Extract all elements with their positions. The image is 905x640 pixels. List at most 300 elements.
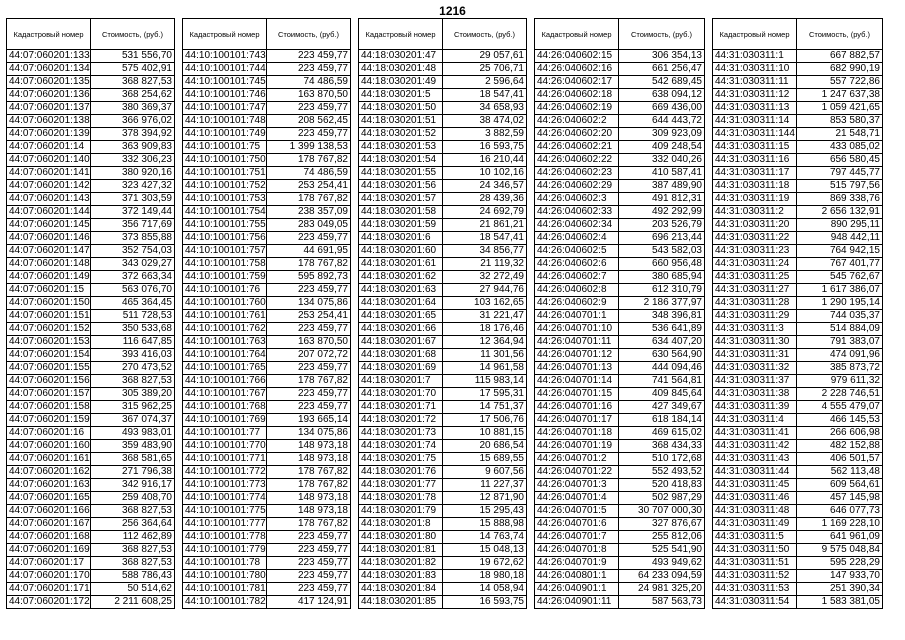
table-row [535, 167, 705, 180]
cadastral-number-cell: 44:07:060201:169 [7, 544, 91, 557]
table-row [713, 583, 883, 596]
table-row [535, 180, 705, 193]
cost-cell: 30 707 000,30 [619, 505, 705, 518]
cadastral-number-cell: 44:18:030201:63 [359, 284, 443, 297]
cost-cell: 31 221,47 [443, 310, 527, 323]
table-row [535, 219, 705, 232]
table-row [535, 115, 705, 128]
cost-cell: 16 593,75 [443, 141, 527, 154]
cadastral-number-cell: 44:31:030311:38 [713, 388, 797, 401]
cadastral-number-cell: 44:10:100101:753 [183, 193, 267, 206]
table-row [183, 219, 351, 232]
table-row [183, 63, 351, 76]
cadastral-number-cell: 44:07:060201:136 [7, 89, 91, 102]
cost-cell: 223 459,77 [267, 570, 351, 583]
cost-cell: 520 418,83 [619, 479, 705, 492]
table-row [535, 492, 705, 505]
table-row [183, 505, 351, 518]
table-row [183, 115, 351, 128]
cost-cell: 223 459,77 [267, 531, 351, 544]
cadastral-number-cell: 44:26:040602:23 [535, 167, 619, 180]
cost-cell: 34 856,77 [443, 245, 527, 258]
cadastral-number-cell: 44:18:030201:85 [359, 596, 443, 609]
cadastral-number-cell: 44:18:030201:64 [359, 297, 443, 310]
table-row [359, 167, 527, 180]
cost-cell: 634 407,20 [619, 336, 705, 349]
cost-cell: 134 075,86 [267, 427, 351, 440]
table-row [7, 63, 175, 76]
cadastral-number-cell: 44:31:030311:32 [713, 362, 797, 375]
cadastral-number-cell: 44:10:100101:760 [183, 297, 267, 310]
cadastral-number-cell: 44:26:040701:7 [535, 531, 619, 544]
cost-cell: 1 169 228,10 [797, 518, 883, 531]
table-row [359, 544, 527, 557]
cadastral-number-cell: 44:31:030311:43 [713, 453, 797, 466]
table-row [713, 401, 883, 414]
cadastral-number-cell: 44:18:030201:69 [359, 362, 443, 375]
cadastral-number-cell: 44:26:040602:5 [535, 245, 619, 258]
table-row [535, 375, 705, 388]
cadastral-number-cell: 44:18:030201:6 [359, 232, 443, 245]
cadastral-number-cell: 44:10:100101:750 [183, 154, 267, 167]
table-row [7, 258, 175, 271]
cost-cell: 148 973,18 [267, 453, 351, 466]
table-row [359, 154, 527, 167]
cost-cell: 492 292,99 [619, 206, 705, 219]
cost-cell: 1 059 421,65 [797, 102, 883, 115]
cost-cell: 380 920,16 [91, 167, 175, 180]
cost-cell: 15 888,98 [443, 518, 527, 531]
cost-cell: 3 882,59 [443, 128, 527, 141]
cost-cell: 28 439,36 [443, 193, 527, 206]
cost-cell: 557 722,86 [797, 76, 883, 89]
table-row [713, 180, 883, 193]
cadastral-number-cell: 44:31:030311:31 [713, 349, 797, 362]
cadastral-number-cell: 44:31:030311:52 [713, 570, 797, 583]
table-row [359, 284, 527, 297]
cadastral-number-cell: 44:26:040701:22 [535, 466, 619, 479]
cadastral-number-cell: 44:10:100101:745 [183, 76, 267, 89]
table-row [535, 466, 705, 479]
cost-cell: 618 184,14 [619, 414, 705, 427]
cost-cell: 646 077,73 [797, 505, 883, 518]
table-row [713, 284, 883, 297]
cadastral-number-cell: 44:26:040701:2 [535, 453, 619, 466]
table-row [359, 518, 527, 531]
cost-cell: 16 593,75 [443, 596, 527, 609]
table-row [183, 154, 351, 167]
table-row [183, 336, 351, 349]
cost-cell: 223 459,77 [267, 323, 351, 336]
cadastral-number-cell: 44:31:030311:15 [713, 141, 797, 154]
cost-cell: 148 973,18 [267, 492, 351, 505]
cost-cell: 510 172,68 [619, 453, 705, 466]
table-row [359, 583, 527, 596]
table-row [359, 50, 527, 63]
table-row [7, 596, 175, 609]
table-row [359, 531, 527, 544]
cadastral-number-cell: 44:18:030201:74 [359, 440, 443, 453]
cost-cell: 21 861,21 [443, 219, 527, 232]
cost-cell: 682 990,19 [797, 63, 883, 76]
cost-cell: 380 369,37 [91, 102, 175, 115]
cadastral-number-cell: 44:18:030201:72 [359, 414, 443, 427]
table-row [535, 323, 705, 336]
cost-cell: 1 617 386,07 [797, 284, 883, 297]
table-row [535, 401, 705, 414]
table-row [7, 167, 175, 180]
cadastral-number-cell: 44:31:030311:14 [713, 115, 797, 128]
cost-cell: 256 364,64 [91, 518, 175, 531]
cadastral-number-cell: 44:18:030201:47 [359, 50, 443, 63]
cost-cell: 368 434,33 [619, 440, 705, 453]
table-row [535, 427, 705, 440]
cost-cell: 327 876,67 [619, 518, 705, 531]
cost-cell: 373 855,88 [91, 232, 175, 245]
cost-cell: 18 980,18 [443, 570, 527, 583]
cadastral-table-2 [182, 18, 351, 609]
table-row [359, 349, 527, 362]
table-row [359, 63, 527, 76]
cost-cell: 343 029,27 [91, 258, 175, 271]
cost-cell: 380 685,94 [619, 271, 705, 284]
cost-cell: 543 582,03 [619, 245, 705, 258]
cadastral-number-cell: 44:26:040901:1 [535, 583, 619, 596]
cadastral-number-cell: 44:07:060201:142 [7, 180, 91, 193]
table-row [535, 388, 705, 401]
cadastral-number-cell: 44:07:060201:149 [7, 271, 91, 284]
table-row [535, 596, 705, 609]
table-row [183, 440, 351, 453]
cadastral-number-cell: 44:10:100101:770 [183, 440, 267, 453]
cost-cell: 433 085,02 [797, 141, 883, 154]
table-row [713, 154, 883, 167]
cost-cell: 409 845,64 [619, 388, 705, 401]
cost-cell: 18 547,41 [443, 89, 527, 102]
cadastral-number-cell: 44:10:100101:768 [183, 401, 267, 414]
cadastral-number-cell: 44:18:030201:56 [359, 180, 443, 193]
table-row [713, 232, 883, 245]
table-row [713, 258, 883, 271]
table-row [183, 479, 351, 492]
cost-cell: 2 656 132,91 [797, 206, 883, 219]
cost-cell: 305 389,20 [91, 388, 175, 401]
table-row [535, 63, 705, 76]
table-row [359, 245, 527, 258]
table-row [7, 388, 175, 401]
cost-cell: 163 870,50 [267, 336, 351, 349]
table-row [7, 362, 175, 375]
cadastral-number-cell: 44:07:060201:160 [7, 440, 91, 453]
cadastral-number-cell: 44:18:030201:67 [359, 336, 443, 349]
cadastral-number-cell: 44:07:060201:146 [7, 232, 91, 245]
cadastral-number-cell: 44:26:040701:14 [535, 375, 619, 388]
cost-cell: 667 882,57 [797, 50, 883, 63]
table-row [713, 50, 883, 63]
table-row [535, 544, 705, 557]
cadastral-number-cell: 44:07:060201:162 [7, 466, 91, 479]
header-cadastral-number: Кадастровый номер [713, 19, 797, 50]
cost-cell: 44 691,95 [267, 245, 351, 258]
cost-cell: 536 641,89 [619, 323, 705, 336]
table-row [7, 544, 175, 557]
table-row [359, 492, 527, 505]
cadastral-number-cell: 44:07:060201:135 [7, 76, 91, 89]
cadastral-number-cell: 44:10:100101:757 [183, 245, 267, 258]
cost-cell: 2 186 377,97 [619, 297, 705, 310]
cost-cell: 393 416,03 [91, 349, 175, 362]
table-row [7, 245, 175, 258]
table-row [7, 232, 175, 245]
table-row [7, 479, 175, 492]
cadastral-number-cell: 44:07:060201:16 [7, 427, 91, 440]
cadastral-number-cell: 44:07:060201:152 [7, 323, 91, 336]
cadastral-number-cell: 44:31:030311:39 [713, 401, 797, 414]
table-row [535, 570, 705, 583]
cost-cell: 406 501,57 [797, 453, 883, 466]
cost-cell: 356 717,69 [91, 219, 175, 232]
cadastral-number-cell: 44:07:060201:138 [7, 115, 91, 128]
table-row [713, 388, 883, 401]
table-row [183, 323, 351, 336]
table-row [535, 297, 705, 310]
cadastral-number-cell: 44:07:060201:157 [7, 388, 91, 401]
cost-cell: 641 961,09 [797, 531, 883, 544]
table-row [7, 466, 175, 479]
cost-cell: 493 983,01 [91, 427, 175, 440]
cost-cell: 767 401,77 [797, 258, 883, 271]
cost-cell: 178 767,82 [267, 258, 351, 271]
cadastral-number-cell: 44:31:030311:46 [713, 492, 797, 505]
cost-cell: 363 909,83 [91, 141, 175, 154]
table-row [7, 375, 175, 388]
table-row [713, 167, 883, 180]
cost-cell: 367 074,37 [91, 414, 175, 427]
table-row [713, 102, 883, 115]
table-row [359, 310, 527, 323]
cost-cell: 134 075,86 [267, 297, 351, 310]
cost-cell: 18 176,46 [443, 323, 527, 336]
table-row [713, 596, 883, 609]
table-row [183, 167, 351, 180]
cost-cell: 890 295,11 [797, 219, 883, 232]
table-row [535, 414, 705, 427]
cost-cell: 14 961,58 [443, 362, 527, 375]
table-row [183, 180, 351, 193]
cadastral-number-cell: 44:26:040602:19 [535, 102, 619, 115]
table-row [183, 388, 351, 401]
table-row [535, 102, 705, 115]
cadastral-number-cell: 44:10:100101:763 [183, 336, 267, 349]
cadastral-number-cell: 44:18:030201:52 [359, 128, 443, 141]
cadastral-number-cell: 44:31:030311:44 [713, 466, 797, 479]
cost-cell: 148 973,18 [267, 440, 351, 453]
cost-cell: 696 213,44 [619, 232, 705, 245]
cadastral-number-cell: 44:10:100101:775 [183, 505, 267, 518]
cost-cell: 223 459,77 [267, 362, 351, 375]
cost-cell: 223 459,77 [267, 557, 351, 570]
cost-cell: 27 944,76 [443, 284, 527, 297]
cost-cell: 2 596,64 [443, 76, 527, 89]
cadastral-number-cell: 44:26:040701:16 [535, 401, 619, 414]
cadastral-number-cell: 44:18:030201:49 [359, 76, 443, 89]
cadastral-number-cell: 44:18:030201:5 [359, 89, 443, 102]
table-row [713, 414, 883, 427]
cadastral-number-cell: 44:07:060201:141 [7, 167, 91, 180]
cadastral-number-cell: 44:31:030311:54 [713, 596, 797, 609]
table-row [535, 89, 705, 102]
table-row [359, 232, 527, 245]
cadastral-number-cell: 44:10:100101:769 [183, 414, 267, 427]
table-row [713, 466, 883, 479]
cadastral-number-cell: 44:10:100101:744 [183, 63, 267, 76]
cost-cell: 17 595,31 [443, 388, 527, 401]
table-row [713, 349, 883, 362]
cadastral-number-cell: 44:31:030311:37 [713, 375, 797, 388]
cadastral-number-cell: 44:26:040701:5 [535, 505, 619, 518]
cost-cell: 764 942,15 [797, 245, 883, 258]
cadastral-number-cell: 44:10:100101:782 [183, 596, 267, 609]
table-row [7, 154, 175, 167]
cadastral-number-cell: 44:18:030201:7 [359, 375, 443, 388]
cadastral-number-cell: 44:07:060201:159 [7, 414, 91, 427]
header-cadastral-number: Кадастровый номер [7, 19, 91, 50]
cost-cell: 595 228,29 [797, 557, 883, 570]
cadastral-number-cell: 44:26:040701:19 [535, 440, 619, 453]
cost-cell: 466 145,53 [797, 414, 883, 427]
cadastral-number-cell: 44:26:040701:9 [535, 557, 619, 570]
table-row [713, 492, 883, 505]
table-row [7, 518, 175, 531]
cadastral-number-cell: 44:10:100101:756 [183, 232, 267, 245]
table-row [359, 557, 527, 570]
table-row [7, 440, 175, 453]
table-row [183, 544, 351, 557]
table-row [7, 557, 175, 570]
table-row [359, 180, 527, 193]
cadastral-number-cell: 44:18:030201:53 [359, 141, 443, 154]
table-row [359, 505, 527, 518]
cadastral-number-cell: 44:31:030311:28 [713, 297, 797, 310]
cost-cell: 20 686,54 [443, 440, 527, 453]
table-row [713, 505, 883, 518]
cadastral-number-cell: 44:07:060201:170 [7, 570, 91, 583]
cadastral-number-cell: 44:10:100101:774 [183, 492, 267, 505]
table-row [7, 297, 175, 310]
cost-cell: 797 445,77 [797, 167, 883, 180]
cadastral-number-cell: 44:10:100101:764 [183, 349, 267, 362]
cost-cell: 103 162,65 [443, 297, 527, 310]
cost-cell: 542 689,45 [619, 76, 705, 89]
cost-cell: 948 442,11 [797, 232, 883, 245]
table-row [713, 219, 883, 232]
table-row [713, 141, 883, 154]
table-row [535, 453, 705, 466]
cost-cell: 266 606,98 [797, 427, 883, 440]
cadastral-number-cell: 44:31:030311:144 [713, 128, 797, 141]
table-row [7, 271, 175, 284]
cadastral-number-cell: 44:26:040602:20 [535, 128, 619, 141]
cadastral-number-cell: 44:26:040602:34 [535, 219, 619, 232]
table-row [535, 154, 705, 167]
cadastral-number-cell: 44:07:060201:150 [7, 297, 91, 310]
cost-cell: 853 580,37 [797, 115, 883, 128]
cadastral-number-cell: 44:31:030311:45 [713, 479, 797, 492]
table-row [535, 583, 705, 596]
table-row [7, 349, 175, 362]
cadastral-number-cell: 44:26:040602:22 [535, 154, 619, 167]
cost-cell: 148 973,18 [267, 505, 351, 518]
cost-cell: 2 228 746,51 [797, 388, 883, 401]
table-row [7, 102, 175, 115]
cost-cell: 18 547,41 [443, 232, 527, 245]
cadastral-number-cell: 44:31:030311:12 [713, 89, 797, 102]
cost-cell: 562 113,48 [797, 466, 883, 479]
table-row [359, 440, 527, 453]
cost-cell: 368 827,53 [91, 76, 175, 89]
cadastral-number-cell: 44:26:040602:7 [535, 271, 619, 284]
cadastral-number-cell: 44:31:030311:23 [713, 245, 797, 258]
cadastral-number-cell: 44:18:030201:71 [359, 401, 443, 414]
cadastral-number-cell: 44:07:060201:148 [7, 258, 91, 271]
cost-cell: 1 290 195,14 [797, 297, 883, 310]
cost-cell: 545 762,67 [797, 271, 883, 284]
cost-cell: 223 459,77 [267, 544, 351, 557]
cadastral-number-cell: 44:26:040602:3 [535, 193, 619, 206]
cost-cell: 32 272,49 [443, 271, 527, 284]
cost-cell: 15 295,43 [443, 505, 527, 518]
cadastral-number-cell: 44:26:040701:4 [535, 492, 619, 505]
cost-cell: 16 210,44 [443, 154, 527, 167]
table-row [713, 206, 883, 219]
cadastral-number-cell: 44:31:030311:5 [713, 531, 797, 544]
table-row [535, 258, 705, 271]
table-row [183, 531, 351, 544]
table-row [713, 193, 883, 206]
table-row [183, 492, 351, 505]
cost-cell: 15 689,55 [443, 453, 527, 466]
cost-cell: 315 962,25 [91, 401, 175, 414]
cadastral-number-cell: 44:26:040701:13 [535, 362, 619, 375]
cadastral-number-cell: 44:18:030201:65 [359, 310, 443, 323]
cadastral-number-cell: 44:31:030311:18 [713, 180, 797, 193]
cost-cell: 366 976,02 [91, 115, 175, 128]
table-row [359, 89, 527, 102]
cadastral-number-cell: 44:18:030201:50 [359, 102, 443, 115]
cost-cell: 457 145,98 [797, 492, 883, 505]
cost-cell: 4 555 479,07 [797, 401, 883, 414]
cost-cell: 493 949,62 [619, 557, 705, 570]
table-row [7, 76, 175, 89]
cost-cell: 482 152,88 [797, 440, 883, 453]
cost-cell: 371 303,59 [91, 193, 175, 206]
table-row [183, 362, 351, 375]
header-cost: Стоимость, (руб.) [619, 19, 705, 50]
cost-cell: 563 076,70 [91, 284, 175, 297]
table-row [359, 336, 527, 349]
cost-cell: 588 786,43 [91, 570, 175, 583]
cadastral-number-cell: 44:07:060201:153 [7, 336, 91, 349]
cadastral-number-cell: 44:18:030201:59 [359, 219, 443, 232]
cost-cell: 378 394,92 [91, 128, 175, 141]
cadastral-number-cell: 44:31:030311:51 [713, 557, 797, 570]
cost-cell: 19 672,62 [443, 557, 527, 570]
cost-cell: 12 364,94 [443, 336, 527, 349]
cadastral-number-cell: 44:26:040901:11 [535, 596, 619, 609]
table-row [183, 258, 351, 271]
cadastral-number-cell: 44:26:040602:21 [535, 141, 619, 154]
cadastral-number-cell: 44:18:030201:54 [359, 154, 443, 167]
